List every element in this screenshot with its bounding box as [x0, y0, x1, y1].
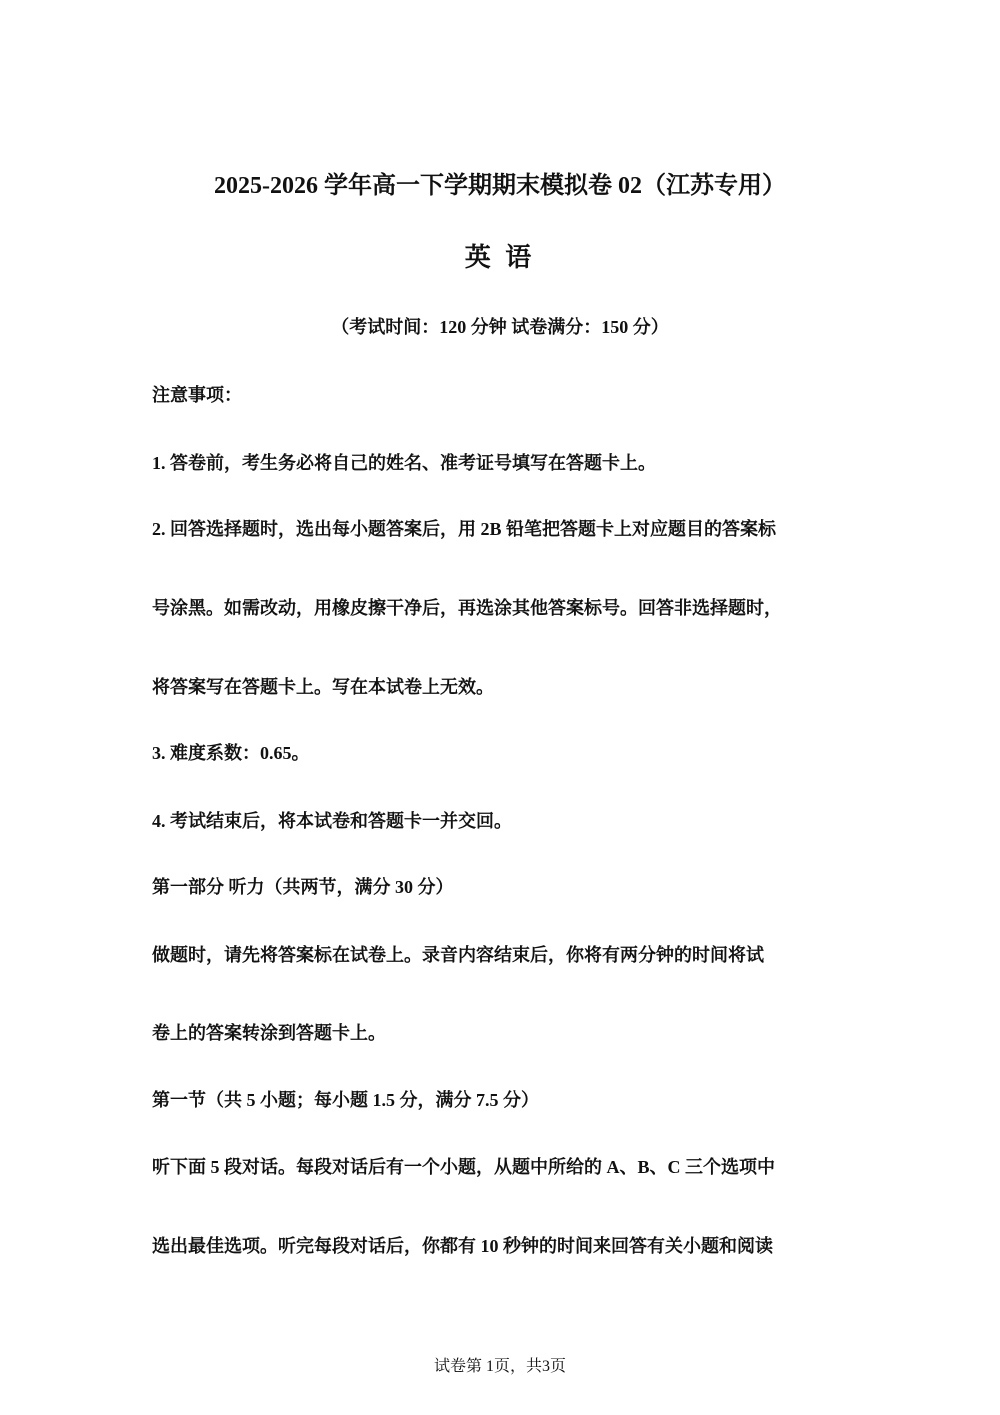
part1-heading: 第一部分 听力（共两节，满分 30 分） — [152, 877, 454, 897]
part1-instruction-line: 做题时，请先将答案标在试卷上。录音内容结束后，你将有两分钟的时间将试 — [152, 945, 764, 965]
note-line: 3. 难度系数：0.65。 — [152, 743, 310, 763]
document-title: 2025-2026 学年高一下学期期末模拟卷 02（江苏专用） — [214, 173, 786, 199]
page-footer: 试卷第 1页，共3页 — [433, 1358, 566, 1375]
note-line: 4. 考试结束后，将本试卷和答题卡一并交回。 — [152, 811, 512, 831]
notes-heading: 注意事项： — [152, 385, 242, 405]
exam-info: （考试时间：120 分钟 试卷满分：150 分） — [331, 317, 669, 337]
note-line: 将答案写在答题卡上。写在本试卷上无效。 — [152, 677, 494, 697]
note-line: 2. 回答选择题时，选出每小题答案后，用 2B 铅笔把答题卡上对应题目的答案标 — [152, 519, 777, 539]
subject-heading: 英 语 — [464, 243, 536, 272]
part1-instruction-line: 卷上的答案转涂到答题卡上。 — [152, 1023, 386, 1043]
section1-instruction-line: 选出最佳选项。听完每段对话后，你都有 10 秒钟的时间来回答有关小题和阅读 — [152, 1236, 773, 1256]
section1-heading: 第一节（共 5 小题；每小题 1.5 分，满分 7.5 分） — [152, 1090, 539, 1110]
note-line: 号涂黑。如需改动，用橡皮擦干净后，再选涂其他答案标号。回答非选择题时， — [152, 598, 782, 618]
note-line: 1. 答卷前，考生务必将自己的姓名、准考证号填写在答题卡上。 — [152, 453, 656, 473]
section1-instruction-line: 听下面 5 段对话。每段对话后有一个小题，从题中所给的 A、B、C 三个选项中 — [152, 1157, 776, 1177]
